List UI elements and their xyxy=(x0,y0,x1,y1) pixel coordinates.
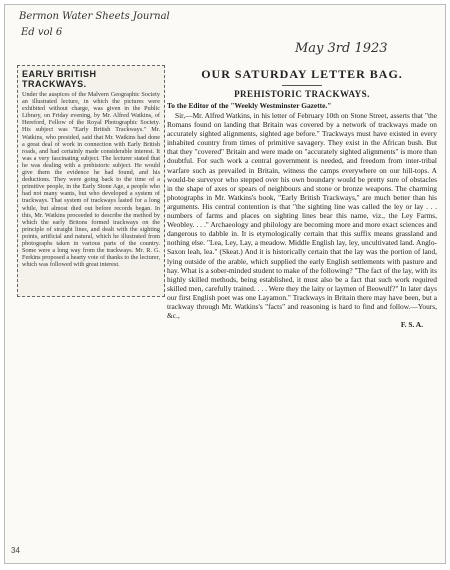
date-note: May 3rd 1923 xyxy=(295,41,388,56)
title-divider xyxy=(282,85,322,86)
publication-note: Bermon Water Sheets Journal xyxy=(19,11,170,22)
volume-note: Ed vol 6 xyxy=(21,27,63,38)
clipping-body: Under the auspices of the Malvern Geographic Society an illustrated lecture, in which the pictures were exhibited without charge, was given in the Public Library, on Friday evening, by Mr. Alfred Watkins, of Hereford, Fellow of the Royal Photographic Society. His subject was "Early British Trackways." Mr. Watkins, who presided, said that Mr. Watkins had done a great deal of work in connection with Early British roads, and had certainly made considerable interest. It was a very fascinating subject. The lecturer stated that he was dealing with a prehistoric subject. He would give them the evidence he had found, and his deductions. They were going back to the time of a primitive people, in the Early Stone Age, a people who had not many wants, but who developed a system of trackways. That system of trackways lasted for a long while, but almost died out before records began. In this, Mr. Watkins proceeded to describe the method by which the early Britons formed trackways on the principle of straight lines, and dealt with the sighting points, artificial and natural, which he illustrated from photographs taken in various parts of the country. Some were a long way from the trackways. Mr. R. G. Ferkins proposed a hearty vote of thanks to the lecturer, which was followed with great interest. xyxy=(22,91,160,269)
page-number: 34 xyxy=(11,546,20,555)
letter-addressee: To the Editor of the "Weekly Westminster Gazette." xyxy=(167,101,332,110)
scrapbook-page xyxy=(4,4,446,564)
letter-body xyxy=(167,111,437,320)
letter-paragraph: Sir,—Mr. Alfred Watkins, in his letter of February 10th on Stone Street, asserts that "the Romans found on landing that Britain was covered by a network of trackways made on accurately sighted alignments, sighted age before." Trackways must have existed in every inhabited country from times of primitive savagery. They exist in the African bush. But that they "covered" Britain and were made on "accurately sighted alignments" is more than doubtful. For such work a central government is needed, and freedom from inter-tribal warfare such as prevailed in Britain, witness the camps everywhere on our hill-tops. A would-be surveyor who stepped over his own boundary would be pretty sure of obstacles in the shape of axes or spears of neighbours and stone or bronze weapons. The charming photographs in Mr. Watkins's book, "Early British Trackways," are much better than his arguments. His central contention is that "the sighting line was called the ley or lay . . . numbers of farms and places on sighting lines bear this name, viz., the Ley Farms, Weobley. . . ." Archaeology and philology are becoming more and more exact sciences and dangerous to dabble in. It is etymologically certain that this suffix means grassland and nothing else. "Lea, Ley, Lay, a meadow. Middle English lay, ley, uncultivated land. Anglo-Saxon leah, lea." (Skeat.) And it is historically certain that the lay was the portion of land, lying outside of the arable, which supplied the early English settlements with pasture and hay. What is a sober-minded student to make of the following? "The fact of the lay, with its highly skilled methods, being established, it must also be a fact that such work required skilled men, carefully trained. . . . Were they the laity or laymen of Beowulf?" In later days our first English poet was one Layamon." Trackways in Britain there may have been, but a trackway through Mr. Watkins's "facts" and reasoning is hard to find and follow.—Yours, &c., xyxy=(167,111,437,321)
letter-column-title: OUR SATURDAY LETTER BAG. xyxy=(201,67,403,81)
letter-signature: F. S. A. xyxy=(400,320,423,330)
right-newspaper-clipping xyxy=(167,63,437,528)
clipping-title: EARLY BRITISH TRACKWAYS. xyxy=(22,69,97,89)
left-newspaper-clipping xyxy=(17,65,165,297)
letter-subtitle: PREHISTORIC TRACKWAYS. xyxy=(234,89,370,99)
